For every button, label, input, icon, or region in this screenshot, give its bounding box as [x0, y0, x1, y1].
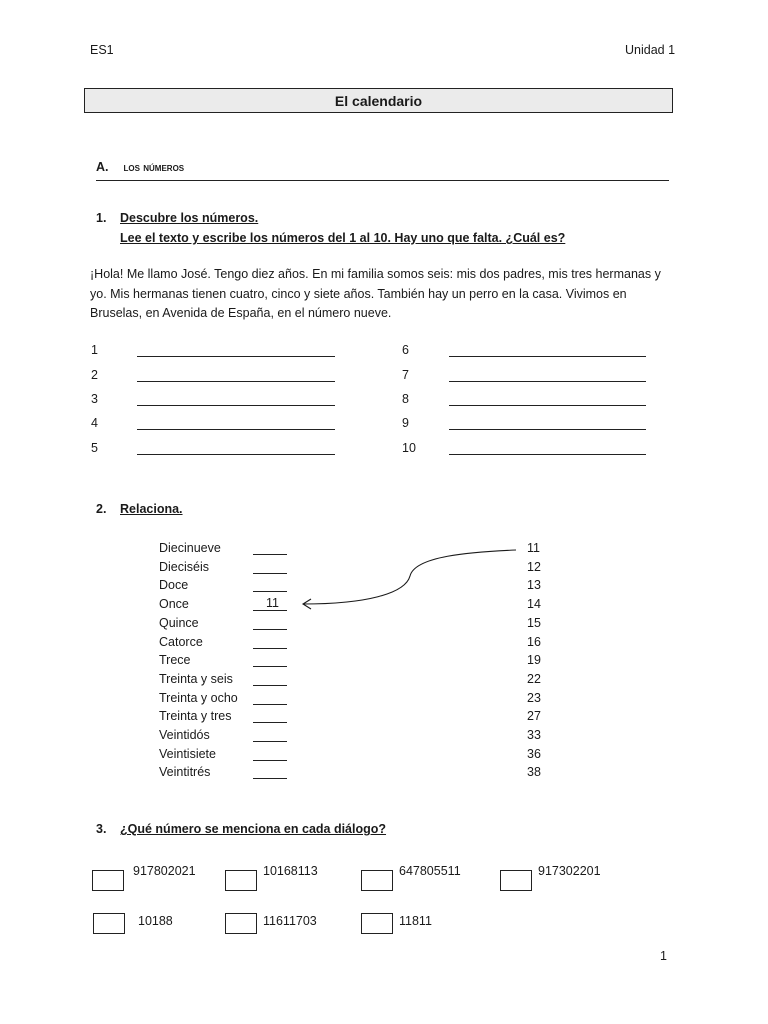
match-word: Once — [159, 597, 189, 612]
q2-title: Relaciona. — [120, 502, 183, 516]
answer-checkbox[interactable] — [500, 870, 532, 891]
number-label: 7 — [402, 368, 409, 382]
section-letter: A. — [96, 160, 109, 174]
q1-line2: Lee el texto y escribe los números del 1 al 10. Hay uno que falta. ¿Cuál es? — [120, 231, 566, 245]
match-number: 16 — [527, 634, 541, 649]
q3-heading — [96, 822, 386, 836]
number-label: 5 — [91, 441, 98, 455]
match-number: 33 — [527, 728, 541, 742]
answer-checkbox[interactable] — [92, 870, 124, 891]
match-word: Veintisiete — [159, 746, 216, 761]
number-label: 4 — [91, 416, 98, 430]
match-word: Veintidós — [159, 728, 210, 742]
match-word: Quince — [159, 615, 199, 630]
match-number: 38 — [527, 765, 541, 780]
match-number: 15 — [527, 615, 541, 630]
number-label: 8 — [402, 392, 409, 406]
match-number: 12 — [527, 559, 541, 574]
match-number: 19 — [527, 653, 541, 668]
answer-checkbox[interactable] — [361, 913, 393, 934]
q3-title: ¿Qué número se menciona en cada diálogo? — [120, 822, 387, 836]
page-title: El calendario — [84, 88, 673, 113]
match-number: 23 — [527, 690, 541, 705]
q1-number: 1. — [96, 211, 107, 225]
match-word: Veintitrés — [159, 765, 211, 780]
phone-number-option: 917302201 — [538, 864, 601, 878]
match-arrow-line — [303, 550, 516, 604]
answer-checkbox[interactable] — [225, 913, 257, 934]
match-number: 13 — [527, 578, 541, 593]
q1-paragraph: ¡Hola! Me llamo José. Tengo diez años. En mi familia somos seis: mis dos padres, mis tres hermanas y yo. Mis hermanas tienen cuatro, cinco y siete años. También hay un perro en la casa. Vivimos en Bruselas, en Avenida de España, en el número nueve. — [90, 267, 661, 320]
match-word: Catorce — [159, 634, 203, 649]
q3-number: 3. — [96, 822, 107, 836]
match-word: Treinta y tres — [159, 709, 232, 724]
phone-number-option: 10168113 — [263, 864, 318, 878]
number-label: 1 — [91, 343, 98, 357]
answer-checkbox[interactable] — [93, 913, 125, 934]
number-label: 6 — [402, 343, 409, 357]
number-label: 10 — [402, 441, 416, 455]
section-title: los números — [123, 160, 185, 174]
phone-number-option: 917802021 — [133, 864, 196, 878]
q2-number: 2. — [96, 502, 107, 516]
q1-line1: Descubre los números. — [120, 211, 259, 225]
header-unit: Unidad 1 — [625, 43, 676, 57]
match-number: 14 — [527, 597, 541, 612]
match-word: Treinta y seis — [159, 671, 233, 686]
match-word: Treinta y ocho — [159, 690, 238, 705]
phone-number-option: 11811 — [399, 914, 432, 928]
match-word: Doce — [159, 578, 189, 593]
page-number: 1 — [660, 949, 667, 963]
match-number: 36 — [527, 746, 541, 761]
phone-number-option: 647805511 — [399, 864, 461, 878]
match-number: 27 — [527, 709, 541, 724]
match-number: 22 — [527, 671, 541, 686]
answer-checkbox[interactable] — [225, 870, 257, 891]
number-label: 2 — [91, 368, 98, 382]
match-word: Diecinueve — [159, 541, 221, 555]
match-word: Trece — [159, 653, 191, 668]
match-word: Dieciséis — [159, 559, 210, 574]
phone-number-option: 11611703 — [263, 914, 317, 928]
phone-number-option: 10188 — [138, 914, 173, 928]
number-label: 9 — [402, 416, 409, 430]
number-label: 3 — [91, 392, 98, 406]
header-course: ES1 — [90, 43, 114, 57]
match-example-answer: 11 — [266, 596, 279, 611]
match-number: 11 — [527, 541, 540, 555]
answer-checkbox[interactable] — [361, 870, 393, 891]
